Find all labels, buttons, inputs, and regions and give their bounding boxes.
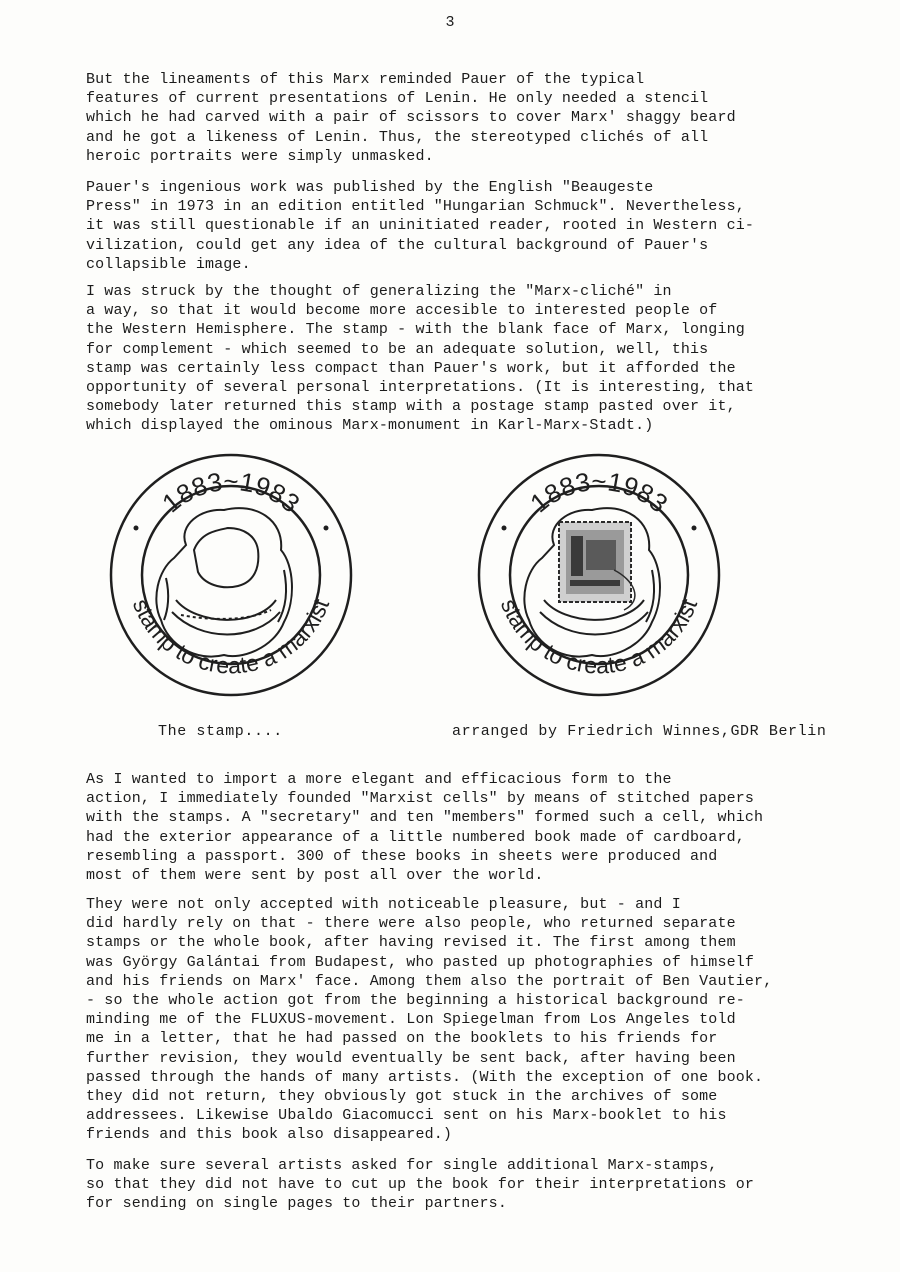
stamp-postage-illustration bbox=[474, 450, 724, 700]
paragraph-4: As I wanted to import a more elegant and efficacious form to the action, I immediately founded "Marxist cells" by means of stitched papers with the stamps. A "secretary" and ten "members" formed such a cell, which had the exterior appearance of a little numbered book made of cardboard, resembling a passport. 300 of these books in sheets were produced and most of them were sent by post all over the world. bbox=[86, 771, 764, 885]
paragraph-3: I was struck by the thought of generalizing the "Marx-cliché" in a way, so that it would become more accesible to interested people of the Western Hemisphere. The stamp - with the blank face of Marx, longing for complement - which seemed to be an adequate solution, well, this stamp was certainly less compact than Pauer's work, but it afforded the opportunity of several personal interpretations. (It is interesting, that somebody later returned this stamp with a postage stamp pasted over it, which displayed the ominous Marx-monument in Karl-Marx-Stadt.) bbox=[86, 283, 755, 435]
stamp-ring-text: stamp to create a marxist bbox=[127, 595, 335, 679]
stamp-caption-left: The stamp.... bbox=[158, 723, 283, 740]
stamp-years-text: 1883~1983 bbox=[524, 466, 674, 519]
paragraph-6: To make sure several artists asked for single additional Marx-stamps, so that they did not have to cut up the book for their interpretations or for sending on single pages to their partners. bbox=[86, 1157, 755, 1213]
star-dot-icon bbox=[502, 526, 507, 531]
page-number: 3 bbox=[445, 14, 455, 31]
star-dot-icon bbox=[324, 526, 329, 531]
marx-stamp-blank bbox=[106, 450, 356, 700]
stamp-caption-right: arranged by Friedrich Winnes,GDR Berlin bbox=[452, 723, 827, 740]
marx-stamp-postage bbox=[474, 450, 724, 700]
paragraph-5: They were not only accepted with noticeable pleasure, but - and I did hardly rely on that - there were also people, who returned separate stamps or the whole book, after having revised it. The first among them was György Galántai from Budapest, who pasted up photographies of himself and his friends on Marx' face. Among them also the portrait of Ben Vautier, - so the whole action got from the beginning a historical background re- minding me of the FLUXUS-movement. Lon Spiegelman from Los Angeles told me in a letter, that he had passed on the booklets to his friends for further revision, they would eventually be sent back, after having been passed through the hands of many artists. (With the exception of one book. they did not return, they obviously got stuck in the archives of some addressees. Likewise Ubaldo Giacomucci sent on his Marx-booklet to his friends and this book also disappeared.) bbox=[86, 896, 773, 1144]
star-dot-icon bbox=[134, 526, 139, 531]
paragraph-1: But the lineaments of this Marx reminded Pauer of the typical features of current presentations of Lenin. He only needed a stencil which he had carved with a pair of scissors to cover Marx' shaggy beard and he got a likeness of Lenin. Thus, the stereotyped clichés of all heroic portraits were simply unmasked. bbox=[86, 71, 736, 165]
stamp-blank-illustration bbox=[106, 450, 356, 700]
stamp-ring-text: stamp to create a marxist bbox=[495, 595, 703, 679]
stamp-years-text: 1883~1983 bbox=[156, 466, 306, 519]
paragraph-2: Pauer's ingenious work was published by the English "Beaugeste Press" in 1973 in an edition entitled "Hungarian Schmuck". Nevertheless, it was still questionable if an uninitiated reader, rooted in Western ci- vilization, could get any idea of the cultural background of Pauer's collapsible image. bbox=[86, 179, 755, 273]
postage-stamp-overlay bbox=[559, 522, 635, 610]
star-dot-icon bbox=[692, 526, 697, 531]
